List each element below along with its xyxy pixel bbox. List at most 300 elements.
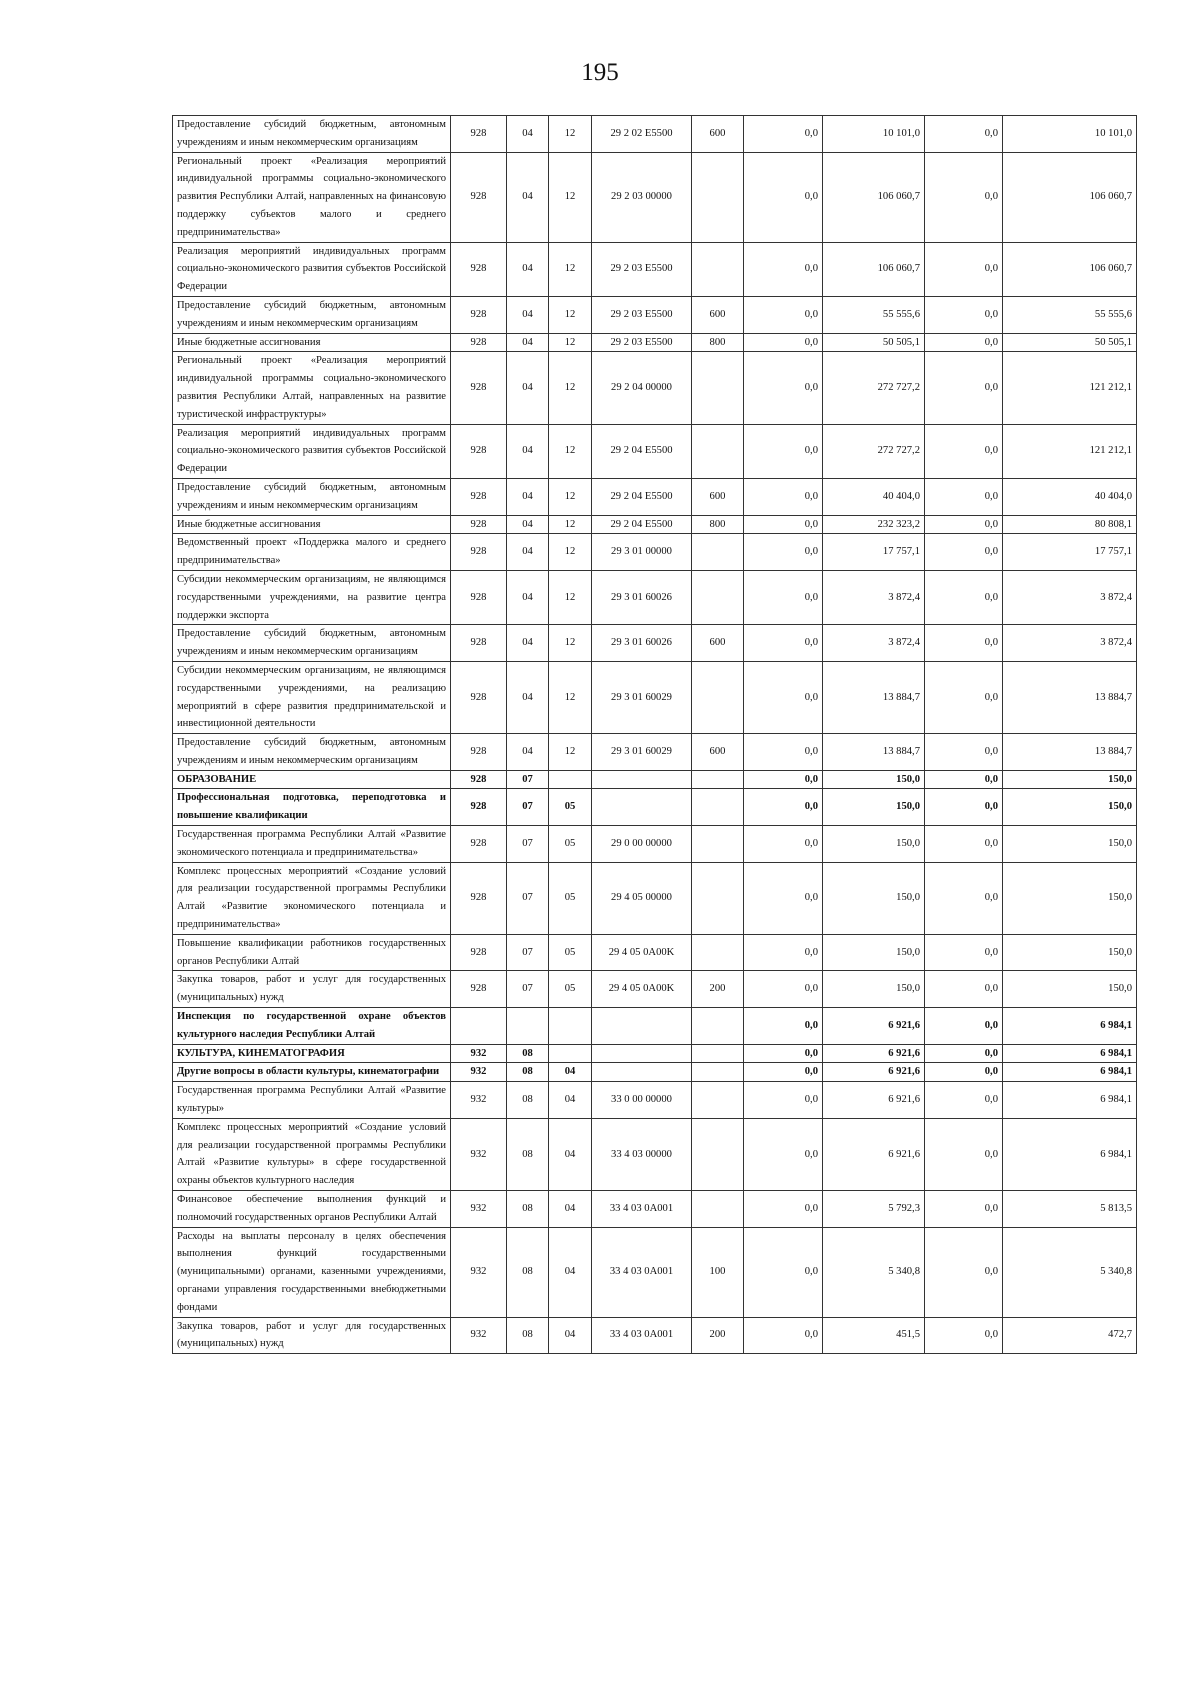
cell-amount-3: 0,0 — [925, 661, 1003, 733]
cell-expense-type — [692, 661, 744, 733]
table-row — [173, 1191, 1137, 1228]
cell-amount-1: 0,0 — [744, 734, 823, 771]
table-row — [173, 934, 1137, 971]
cell-amount-1: 0,0 — [744, 1008, 823, 1045]
cell-amount-2: 5 340,8 — [823, 1227, 925, 1317]
cell-expense-type — [692, 770, 744, 789]
cell-subsection-code: 05 — [549, 862, 592, 934]
cell-amount-4: 472,7 — [1003, 1317, 1137, 1354]
cell-target-article: 33 4 03 0A001 — [592, 1227, 692, 1317]
table-row — [173, 862, 1137, 934]
cell-amount-4: 3 872,4 — [1003, 625, 1137, 662]
cell-ministry-code: 928 — [451, 152, 507, 242]
cell-amount-4: 6 984,1 — [1003, 1118, 1137, 1190]
cell-ministry-code: 928 — [451, 934, 507, 971]
table-row — [173, 789, 1137, 826]
cell-name: Предоставление субсидий бюджетным, автономным учреждениям и иным некоммерческим организациям — [173, 478, 451, 515]
cell-target-article — [592, 1008, 692, 1045]
table-row — [173, 242, 1137, 296]
cell-amount-3: 0,0 — [925, 1044, 1003, 1063]
cell-expense-type — [692, 1044, 744, 1063]
cell-expense-type — [692, 862, 744, 934]
cell-section-code: 08 — [507, 1044, 549, 1063]
cell-ministry-code: 928 — [451, 296, 507, 333]
cell-amount-3: 0,0 — [925, 296, 1003, 333]
table-row — [173, 1118, 1137, 1190]
cell-target-article: 29 4 05 0A00K — [592, 971, 692, 1008]
cell-name: Иные бюджетные ассигнования — [173, 333, 451, 352]
cell-subsection-code: 12 — [549, 661, 592, 733]
cell-ministry-code: 928 — [451, 478, 507, 515]
cell-amount-2: 106 060,7 — [823, 242, 925, 296]
cell-expense-type: 100 — [692, 1227, 744, 1317]
cell-target-article: 29 3 01 60026 — [592, 570, 692, 624]
cell-amount-4: 6 984,1 — [1003, 1008, 1137, 1045]
cell-ministry-code: 928 — [451, 333, 507, 352]
cell-name: Субсидии некоммерческим организациям, не являющимся государственными учреждениями, на развитие центра поддержки экспорта — [173, 570, 451, 624]
cell-amount-3: 0,0 — [925, 116, 1003, 153]
cell-target-article: 29 2 02 E5500 — [592, 116, 692, 153]
cell-ministry-code: 932 — [451, 1191, 507, 1228]
cell-amount-1: 0,0 — [744, 352, 823, 424]
cell-ministry-code: 928 — [451, 734, 507, 771]
cell-section-code: 07 — [507, 826, 549, 863]
cell-target-article: 29 2 04 00000 — [592, 352, 692, 424]
cell-expense-type: 800 — [692, 333, 744, 352]
cell-target-article — [592, 1063, 692, 1082]
cell-section-code: 04 — [507, 570, 549, 624]
cell-amount-4: 55 555,6 — [1003, 296, 1137, 333]
cell-amount-1: 0,0 — [744, 789, 823, 826]
cell-section-code: 04 — [507, 333, 549, 352]
cell-ministry-code: 932 — [451, 1317, 507, 1354]
cell-ministry-code: 928 — [451, 826, 507, 863]
cell-section-code: 04 — [507, 625, 549, 662]
cell-target-article: 29 4 05 00000 — [592, 862, 692, 934]
cell-amount-4: 50 505,1 — [1003, 333, 1137, 352]
cell-name: Комплекс процессных мероприятий «Создание условий для реализации государственной программы Республики Алтай «Развитие экономического потенциала и предпринимательства» — [173, 862, 451, 934]
cell-amount-4: 5 813,5 — [1003, 1191, 1137, 1228]
cell-name: КУЛЬТУРА, КИНЕМАТОГРАФИЯ — [173, 1044, 451, 1063]
cell-amount-2: 150,0 — [823, 789, 925, 826]
cell-amount-3: 0,0 — [925, 1008, 1003, 1045]
cell-amount-1: 0,0 — [744, 770, 823, 789]
cell-amount-2: 6 921,6 — [823, 1063, 925, 1082]
cell-section-code: 04 — [507, 478, 549, 515]
cell-ministry-code: 928 — [451, 424, 507, 478]
cell-ministry-code — [451, 1008, 507, 1045]
cell-name: Закупка товаров, работ и услуг для государственных (муниципальных) нужд — [173, 971, 451, 1008]
cell-amount-1: 0,0 — [744, 424, 823, 478]
cell-amount-1: 0,0 — [744, 242, 823, 296]
cell-amount-4: 6 984,1 — [1003, 1082, 1137, 1119]
table-row — [173, 296, 1137, 333]
cell-amount-2: 13 884,7 — [823, 734, 925, 771]
table-row — [173, 1227, 1137, 1317]
cell-amount-1: 0,0 — [744, 1191, 823, 1228]
cell-amount-1: 0,0 — [744, 333, 823, 352]
cell-amount-4: 150,0 — [1003, 934, 1137, 971]
cell-subsection-code: 12 — [549, 515, 592, 534]
cell-ministry-code: 928 — [451, 242, 507, 296]
cell-section-code: 07 — [507, 934, 549, 971]
cell-target-article: 29 3 01 60029 — [592, 661, 692, 733]
table-row — [173, 534, 1137, 571]
cell-amount-2: 5 792,3 — [823, 1191, 925, 1228]
cell-subsection-code: 04 — [549, 1191, 592, 1228]
budget-table-body — [173, 116, 1137, 1354]
cell-amount-1: 0,0 — [744, 1317, 823, 1354]
cell-amount-4: 3 872,4 — [1003, 570, 1137, 624]
cell-name: Инспекция по государственной охране объектов культурного наследия Республики Алтай — [173, 1008, 451, 1045]
cell-name: Расходы на выплаты персоналу в целях обеспечения выполнения функций государственными (муниципальными) органами, казенными учреждениями, органами управления государственными внебюджетными фондами — [173, 1227, 451, 1317]
cell-subsection-code: 12 — [549, 570, 592, 624]
cell-subsection-code: 05 — [549, 934, 592, 971]
budget-table — [172, 115, 1137, 1354]
cell-amount-4: 121 212,1 — [1003, 424, 1137, 478]
cell-subsection-code: 12 — [549, 625, 592, 662]
cell-name: Профессиональная подготовка, переподготовка и повышение квалификации — [173, 789, 451, 826]
cell-expense-type — [692, 826, 744, 863]
cell-target-article: 33 4 03 0A001 — [592, 1191, 692, 1228]
cell-name: Государственная программа Республики Алтай «Развитие культуры» — [173, 1082, 451, 1119]
cell-expense-type — [692, 1008, 744, 1045]
cell-section-code: 07 — [507, 862, 549, 934]
cell-ministry-code: 932 — [451, 1044, 507, 1063]
cell-ministry-code: 928 — [451, 352, 507, 424]
cell-section-code: 08 — [507, 1118, 549, 1190]
cell-amount-4: 80 808,1 — [1003, 515, 1137, 534]
cell-amount-3: 0,0 — [925, 1227, 1003, 1317]
cell-expense-type — [692, 242, 744, 296]
table-row — [173, 478, 1137, 515]
cell-name: Другие вопросы в области культуры, кинематографии — [173, 1063, 451, 1082]
cell-amount-3: 0,0 — [925, 478, 1003, 515]
cell-expense-type — [692, 570, 744, 624]
cell-target-article: 29 2 04 E5500 — [592, 478, 692, 515]
cell-amount-2: 55 555,6 — [823, 296, 925, 333]
cell-target-article: 33 4 03 0A001 — [592, 1317, 692, 1354]
cell-section-code: 07 — [507, 770, 549, 789]
cell-expense-type — [692, 1191, 744, 1228]
cell-amount-2: 106 060,7 — [823, 152, 925, 242]
cell-amount-4: 6 984,1 — [1003, 1063, 1137, 1082]
cell-amount-2: 3 872,4 — [823, 570, 925, 624]
cell-expense-type — [692, 1063, 744, 1082]
cell-amount-2: 13 884,7 — [823, 661, 925, 733]
cell-subsection-code: 05 — [549, 789, 592, 826]
table-row — [173, 770, 1137, 789]
cell-subsection-code: 12 — [549, 152, 592, 242]
cell-amount-1: 0,0 — [744, 152, 823, 242]
cell-target-article — [592, 770, 692, 789]
cell-amount-3: 0,0 — [925, 826, 1003, 863]
cell-expense-type — [692, 152, 744, 242]
cell-section-code: 04 — [507, 424, 549, 478]
cell-expense-type: 600 — [692, 296, 744, 333]
cell-target-article: 29 4 05 0A00K — [592, 934, 692, 971]
cell-expense-type: 600 — [692, 734, 744, 771]
cell-amount-3: 0,0 — [925, 333, 1003, 352]
cell-target-article — [592, 1044, 692, 1063]
cell-target-article: 29 2 04 E5500 — [592, 515, 692, 534]
table-row — [173, 1063, 1137, 1082]
cell-name: Реализация мероприятий индивидуальных программ социально-экономического развития субъектов Российской Федерации — [173, 242, 451, 296]
cell-subsection-code: 12 — [549, 734, 592, 771]
cell-amount-3: 0,0 — [925, 789, 1003, 826]
cell-expense-type — [692, 1118, 744, 1190]
cell-amount-2: 451,5 — [823, 1317, 925, 1354]
cell-amount-3: 0,0 — [925, 1317, 1003, 1354]
cell-subsection-code: 12 — [549, 116, 592, 153]
cell-ministry-code: 928 — [451, 515, 507, 534]
page-number: 195 — [581, 59, 619, 86]
cell-section-code: 08 — [507, 1191, 549, 1228]
cell-amount-3: 0,0 — [925, 534, 1003, 571]
cell-amount-2: 40 404,0 — [823, 478, 925, 515]
cell-section-code: 08 — [507, 1082, 549, 1119]
cell-name: Региональный проект «Реализация мероприятий индивидуальной программы социально-экономического развития Республики Алтай, направленных на развитие туристической инфраструктуры» — [173, 352, 451, 424]
cell-amount-2: 17 757,1 — [823, 534, 925, 571]
cell-amount-1: 0,0 — [744, 570, 823, 624]
cell-amount-3: 0,0 — [925, 734, 1003, 771]
cell-amount-3: 0,0 — [925, 625, 1003, 662]
cell-section-code: 07 — [507, 789, 549, 826]
cell-subsection-code: 12 — [549, 333, 592, 352]
cell-amount-1: 0,0 — [744, 625, 823, 662]
cell-section-code: 04 — [507, 661, 549, 733]
cell-expense-type: 600 — [692, 625, 744, 662]
cell-amount-4: 6 984,1 — [1003, 1044, 1137, 1063]
cell-amount-2: 272 727,2 — [823, 424, 925, 478]
cell-target-article — [592, 789, 692, 826]
cell-subsection-code: 12 — [549, 296, 592, 333]
cell-target-article: 29 2 04 E5500 — [592, 424, 692, 478]
cell-amount-1: 0,0 — [744, 1044, 823, 1063]
cell-amount-3: 0,0 — [925, 934, 1003, 971]
cell-expense-type: 600 — [692, 478, 744, 515]
cell-amount-3: 0,0 — [925, 1082, 1003, 1119]
cell-name: Предоставление субсидий бюджетным, автономным учреждениям и иным некоммерческим организациям — [173, 116, 451, 153]
cell-amount-2: 6 921,6 — [823, 1118, 925, 1190]
cell-name: Предоставление субсидий бюджетным, автономным учреждениям и иным некоммерческим организациям — [173, 625, 451, 662]
cell-section-code: 04 — [507, 152, 549, 242]
cell-ministry-code: 928 — [451, 770, 507, 789]
cell-name: ОБРАЗОВАНИЕ — [173, 770, 451, 789]
cell-section-code: 08 — [507, 1063, 549, 1082]
cell-expense-type — [692, 789, 744, 826]
cell-section-code: 04 — [507, 116, 549, 153]
table-row — [173, 152, 1137, 242]
cell-ministry-code: 928 — [451, 116, 507, 153]
cell-amount-4: 150,0 — [1003, 826, 1137, 863]
cell-amount-1: 0,0 — [744, 296, 823, 333]
table-row — [173, 515, 1137, 534]
cell-section-code: 04 — [507, 352, 549, 424]
cell-amount-4: 150,0 — [1003, 789, 1137, 826]
cell-name: Предоставление субсидий бюджетным, автономным учреждениям и иным некоммерческим организациям — [173, 734, 451, 771]
table-row — [173, 116, 1137, 153]
table-row — [173, 352, 1137, 424]
cell-amount-1: 0,0 — [744, 1227, 823, 1317]
cell-expense-type: 200 — [692, 1317, 744, 1354]
table-row — [173, 1044, 1137, 1063]
cell-amount-1: 0,0 — [744, 534, 823, 571]
cell-amount-4: 10 101,0 — [1003, 116, 1137, 153]
cell-amount-4: 150,0 — [1003, 770, 1137, 789]
table-row — [173, 1317, 1137, 1354]
cell-target-article: 29 2 03 E5500 — [592, 242, 692, 296]
cell-name: Региональный проект «Реализация мероприятий индивидуальной программы социально-экономического развития Республики Алтай, направленных на финансовую поддержку субъектов малого и среднего предпринимательства» — [173, 152, 451, 242]
cell-target-article: 29 3 01 60029 — [592, 734, 692, 771]
cell-subsection-code: 12 — [549, 242, 592, 296]
cell-ministry-code: 932 — [451, 1082, 507, 1119]
cell-ministry-code: 932 — [451, 1063, 507, 1082]
cell-name: Комплекс процессных мероприятий «Создание условий для реализации государственной программы Республики Алтай «Развитие культуры» в сфере государственной охраны объектов культурного наследия — [173, 1118, 451, 1190]
cell-amount-3: 0,0 — [925, 1118, 1003, 1190]
cell-expense-type: 800 — [692, 515, 744, 534]
cell-section-code: 04 — [507, 534, 549, 571]
table-row — [173, 826, 1137, 863]
cell-amount-4: 17 757,1 — [1003, 534, 1137, 571]
cell-name: Ведомственный проект «Поддержка малого и среднего предпринимательства» — [173, 534, 451, 571]
cell-amount-1: 0,0 — [744, 116, 823, 153]
cell-amount-3: 0,0 — [925, 971, 1003, 1008]
cell-target-article: 29 3 01 00000 — [592, 534, 692, 571]
cell-amount-3: 0,0 — [925, 770, 1003, 789]
cell-section-code: 04 — [507, 296, 549, 333]
cell-target-article: 29 2 03 E5500 — [592, 296, 692, 333]
table-row — [173, 971, 1137, 1008]
cell-amount-2: 150,0 — [823, 862, 925, 934]
cell-ministry-code: 928 — [451, 661, 507, 733]
cell-amount-3: 0,0 — [925, 152, 1003, 242]
cell-amount-3: 0,0 — [925, 352, 1003, 424]
cell-subsection-code: 04 — [549, 1082, 592, 1119]
cell-name: Финансовое обеспечение выполнения функций и полномочий государственных органов Республики Алтай — [173, 1191, 451, 1228]
cell-amount-1: 0,0 — [744, 515, 823, 534]
cell-ministry-code: 928 — [451, 862, 507, 934]
cell-target-article: 29 0 00 00000 — [592, 826, 692, 863]
cell-amount-4: 13 884,7 — [1003, 734, 1137, 771]
cell-ministry-code: 928 — [451, 570, 507, 624]
cell-amount-4: 13 884,7 — [1003, 661, 1137, 733]
cell-amount-2: 6 921,6 — [823, 1008, 925, 1045]
cell-name: Государственная программа Республики Алтай «Развитие экономического потенциала и предпринимательства» — [173, 826, 451, 863]
cell-amount-1: 0,0 — [744, 862, 823, 934]
cell-amount-3: 0,0 — [925, 424, 1003, 478]
cell-amount-4: 150,0 — [1003, 971, 1137, 1008]
cell-subsection-code: 12 — [549, 534, 592, 571]
table-row — [173, 1008, 1137, 1045]
cell-subsection-code: 12 — [549, 352, 592, 424]
cell-ministry-code: 928 — [451, 534, 507, 571]
cell-expense-type — [692, 352, 744, 424]
cell-target-article: 33 4 03 00000 — [592, 1118, 692, 1190]
cell-expense-type — [692, 934, 744, 971]
cell-name: Предоставление субсидий бюджетным, автономным учреждениям и иным некоммерческим организациям — [173, 296, 451, 333]
cell-subsection-code: 12 — [549, 424, 592, 478]
cell-name: Иные бюджетные ассигнования — [173, 515, 451, 534]
cell-amount-4: 5 340,8 — [1003, 1227, 1137, 1317]
cell-amount-1: 0,0 — [744, 934, 823, 971]
cell-subsection-code — [549, 1044, 592, 1063]
cell-target-article: 29 3 01 60026 — [592, 625, 692, 662]
cell-section-code: 08 — [507, 1227, 549, 1317]
cell-ministry-code: 932 — [451, 1118, 507, 1190]
cell-amount-2: 6 921,6 — [823, 1044, 925, 1063]
cell-name: Закупка товаров, работ и услуг для государственных (муниципальных) нужд — [173, 1317, 451, 1354]
cell-name: Реализация мероприятий индивидуальных программ социально-экономического развития субъектов Российской Федерации — [173, 424, 451, 478]
cell-subsection-code: 04 — [549, 1227, 592, 1317]
cell-amount-4: 106 060,7 — [1003, 242, 1137, 296]
cell-section-code: 04 — [507, 242, 549, 296]
cell-amount-2: 6 921,6 — [823, 1082, 925, 1119]
cell-target-article: 33 0 00 00000 — [592, 1082, 692, 1119]
cell-amount-3: 0,0 — [925, 1063, 1003, 1082]
cell-subsection-code — [549, 770, 592, 789]
cell-ministry-code: 928 — [451, 971, 507, 1008]
cell-amount-1: 0,0 — [744, 1063, 823, 1082]
cell-amount-1: 0,0 — [744, 1118, 823, 1190]
cell-name: Субсидии некоммерческим организациям, не являющимся государственными учреждениями, на реализацию мероприятий в сфере развития предпринимательской и инвестиционной деятельности — [173, 661, 451, 733]
cell-amount-1: 0,0 — [744, 661, 823, 733]
cell-amount-2: 150,0 — [823, 826, 925, 863]
cell-amount-3: 0,0 — [925, 1191, 1003, 1228]
cell-amount-2: 150,0 — [823, 971, 925, 1008]
cell-expense-type: 200 — [692, 971, 744, 1008]
cell-amount-2: 10 101,0 — [823, 116, 925, 153]
cell-amount-3: 0,0 — [925, 862, 1003, 934]
cell-expense-type — [692, 1082, 744, 1119]
cell-amount-4: 106 060,7 — [1003, 152, 1137, 242]
cell-subsection-code: 12 — [549, 478, 592, 515]
cell-amount-2: 150,0 — [823, 934, 925, 971]
table-row — [173, 570, 1137, 624]
cell-amount-2: 150,0 — [823, 770, 925, 789]
cell-amount-2: 3 872,4 — [823, 625, 925, 662]
cell-amount-2: 232 323,2 — [823, 515, 925, 534]
cell-amount-1: 0,0 — [744, 826, 823, 863]
cell-ministry-code: 928 — [451, 789, 507, 826]
cell-expense-type: 600 — [692, 116, 744, 153]
table-row — [173, 424, 1137, 478]
table-row — [173, 1082, 1137, 1119]
cell-target-article: 29 2 03 E5500 — [592, 333, 692, 352]
cell-amount-2: 50 505,1 — [823, 333, 925, 352]
table-row — [173, 734, 1137, 771]
cell-amount-4: 150,0 — [1003, 862, 1137, 934]
cell-subsection-code — [549, 1008, 592, 1045]
cell-subsection-code: 04 — [549, 1063, 592, 1082]
cell-section-code: 08 — [507, 1317, 549, 1354]
cell-subsection-code: 04 — [549, 1118, 592, 1190]
cell-amount-2: 272 727,2 — [823, 352, 925, 424]
cell-name: Повышение квалификации работников государственных органов Республики Алтай — [173, 934, 451, 971]
cell-amount-3: 0,0 — [925, 570, 1003, 624]
table-row — [173, 625, 1137, 662]
cell-amount-3: 0,0 — [925, 515, 1003, 534]
cell-expense-type — [692, 424, 744, 478]
cell-section-code — [507, 1008, 549, 1045]
cell-section-code: 04 — [507, 515, 549, 534]
table-row — [173, 333, 1137, 352]
cell-ministry-code: 928 — [451, 625, 507, 662]
cell-subsection-code: 04 — [549, 1317, 592, 1354]
cell-amount-3: 0,0 — [925, 242, 1003, 296]
table-row — [173, 661, 1137, 733]
cell-amount-4: 121 212,1 — [1003, 352, 1137, 424]
